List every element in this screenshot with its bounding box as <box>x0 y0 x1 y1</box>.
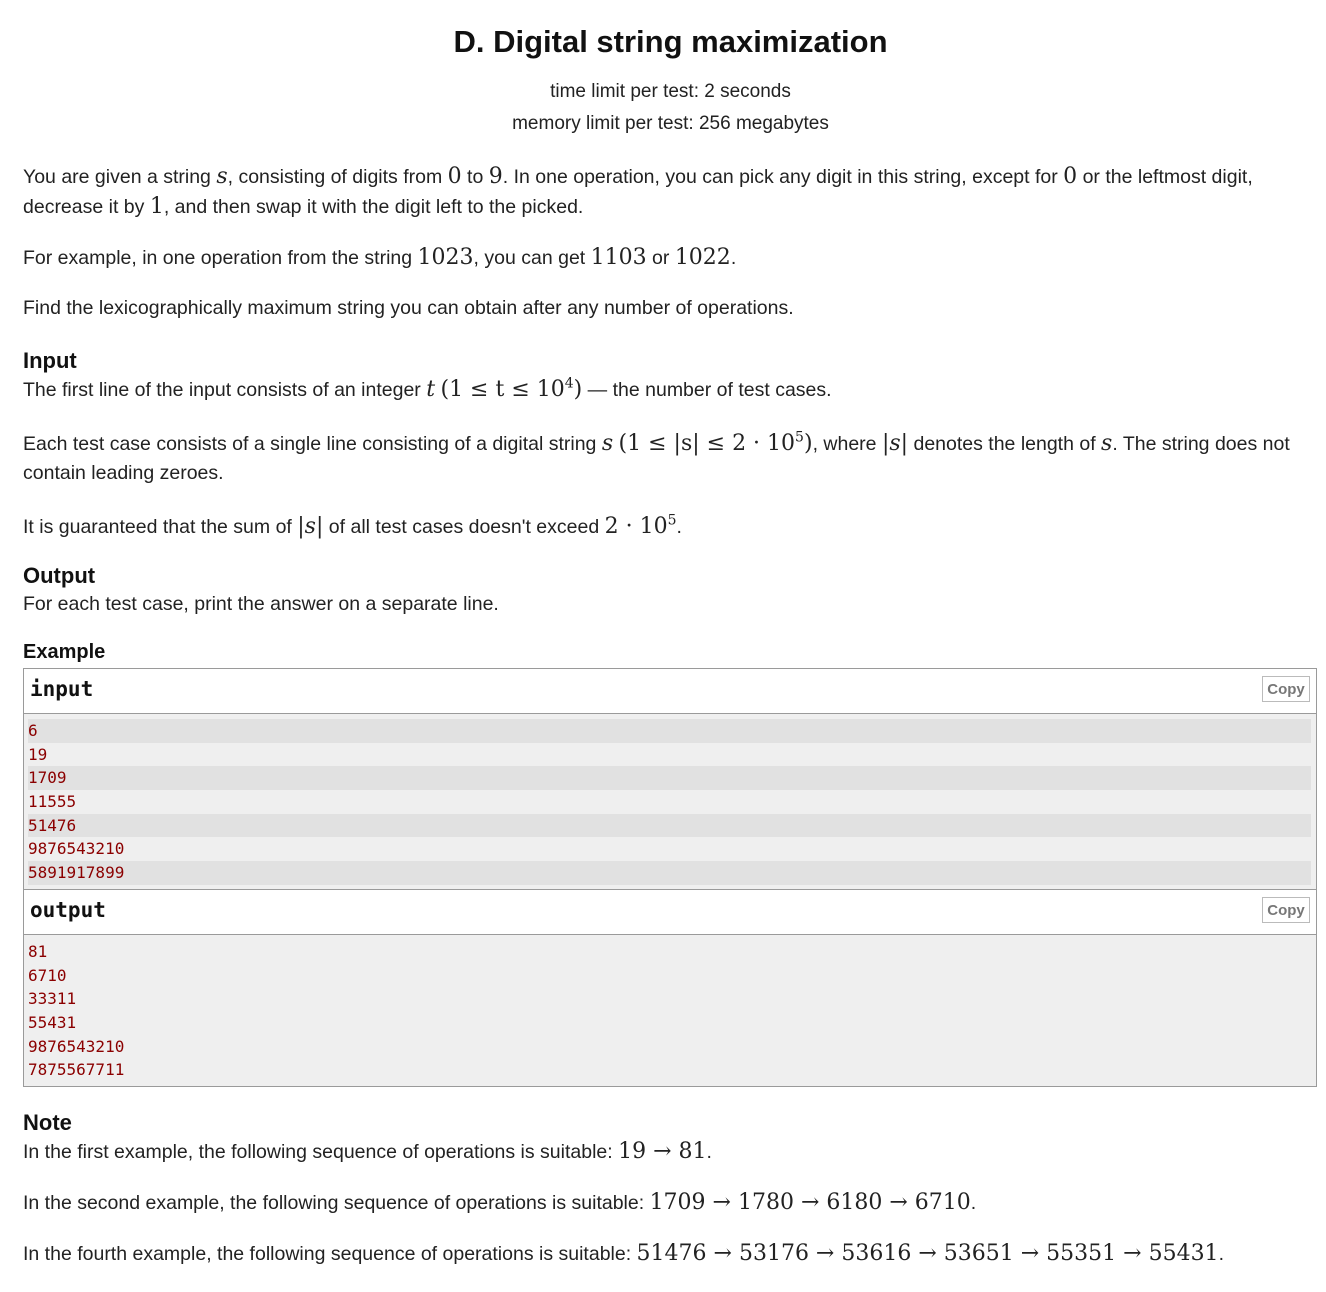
example-box <box>23 668 1317 1087</box>
input-lines <box>24 714 1316 889</box>
copy-input-button[interactable]: Copy <box>1262 676 1310 702</box>
example-line: 19 <box>28 744 48 764</box>
example-heading: Example <box>23 641 106 663</box>
input-heading: Input <box>23 348 77 373</box>
example-line: 81 <box>28 941 48 961</box>
output-box-title: output <box>30 897 106 922</box>
example-line: 7875567711 <box>28 1060 125 1080</box>
output-box-header <box>24 889 1316 935</box>
statement-paragraph-1: You are given a string s, consisting of digits from 0 to 9. In one operation, you can pick any digit in this string, except for 0 or the leftmost digit, decrease it by 1, and then swap it with the digit left to the picked. <box>23 164 1253 219</box>
input-line-1: The first line of the input consists of an integer t $(1 \le t \le 10^4)$ — the number of test cases. <box>23 375 832 402</box>
note-line-3: In the fourth example, the following sequence of operations is suitable: 51476 → 53176 → 53616 → 53651 → 55351 → 55431. <box>23 1240 1224 1266</box>
statement-paragraph-3: Find the lexicographically maximum string you can obtain after any number of operations. <box>23 297 794 319</box>
copy-output-button[interactable]: Copy <box>1262 897 1310 923</box>
example-line: 6 <box>28 719 1311 743</box>
note-line-1: In the first example, the following sequence of operations is suitable: 19 → 81. <box>23 1138 712 1164</box>
input-section <box>23 347 1318 542</box>
problem-title: D. Digital string maximization <box>453 24 888 59</box>
example-line: 6710 <box>28 965 67 985</box>
time-limit: time limit per test: 2 seconds <box>550 81 791 102</box>
note-heading: Note <box>23 1109 72 1135</box>
memory-limit: memory limit per test: 256 megabytes <box>512 113 829 134</box>
example-line: 1709 <box>28 766 1311 790</box>
example-line: 9876543210 <box>28 1036 125 1056</box>
input-box-title: input <box>30 677 94 701</box>
note-line-2: In the second example, the following sequence of operations is suitable: 1709 → 1780 → 6180 → 6710. <box>23 1189 977 1215</box>
example-line: 11555 <box>28 792 77 812</box>
example-line: 55431 <box>28 1012 77 1032</box>
input-line-3: It is guaranteed that the sum of |s| of all test cases doesn't exceed $2 \cdot 10^5$. <box>23 512 682 539</box>
problem-limits <box>23 76 1318 140</box>
example-line: 33311 <box>28 989 77 1009</box>
output-lines <box>24 935 1316 1086</box>
example-line: 5891917899 <box>28 861 1311 885</box>
output-section <box>23 562 1318 619</box>
statement-paragraph-2: For example, in one operation from the string 1023, you can get 1103 or 1022. <box>23 245 737 270</box>
output-heading: Output <box>23 563 96 588</box>
input-box-header <box>24 669 1316 714</box>
note-section <box>23 1109 1318 1269</box>
example-section <box>23 639 1318 1087</box>
example-line: 51476 <box>28 814 1311 838</box>
input-line-2: Each test case consists of a single line consisting of a digital string s $(1 \le |s| \le 2 \cdot 10^5)$, where |s| denotes the length of s. The string does not contain leading zeroes. <box>23 429 1290 484</box>
example-line: 9876543210 <box>28 839 125 859</box>
output-text: For each test case, print the answer on a separate line. <box>23 593 499 615</box>
